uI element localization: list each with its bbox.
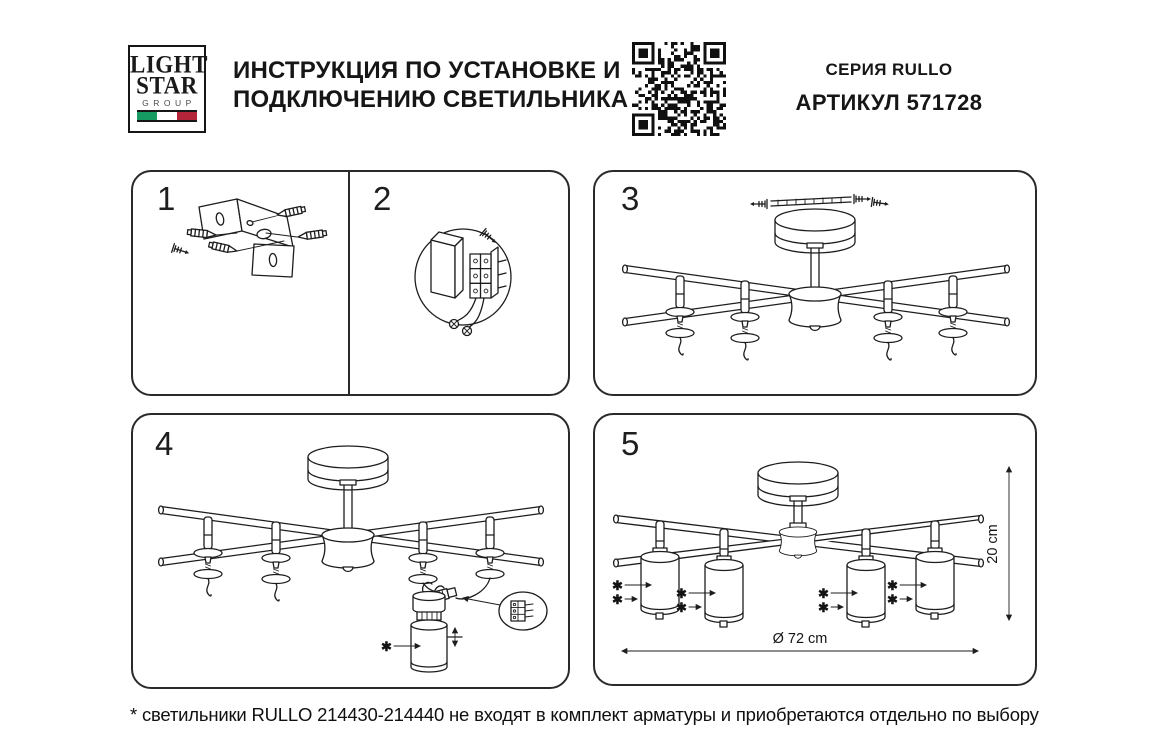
footnote-asterisk: ✱ <box>381 639 392 654</box>
screw-icon <box>172 244 191 258</box>
article-label: АРТИКУЛ 571728 <box>795 90 983 115</box>
svg-text:✱: ✱ <box>612 578 623 593</box>
move-vertical-icon <box>448 628 462 646</box>
fixture-canopy-diagram <box>758 462 838 528</box>
fixture-canopy-diagram <box>308 446 388 535</box>
panel-divider <box>348 172 350 394</box>
fixture-canopy-diagram <box>750 195 889 295</box>
height-dimension-label: 20 cm <box>985 524 1001 564</box>
step-5-number: 5 <box>621 425 640 462</box>
panel-step-5 <box>593 413 1037 686</box>
qr-code <box>630 42 728 136</box>
screw-icon <box>480 229 499 247</box>
screw-icon <box>854 195 871 204</box>
step-3-number: 3 <box>621 180 640 217</box>
diameter-dimension-label: Ø 72 cm <box>772 631 828 647</box>
screw-icon <box>871 198 889 209</box>
step-1-number: 1 <box>157 180 176 217</box>
svg-text:✱: ✱ <box>887 578 898 593</box>
step-4-number: 4 <box>155 425 174 462</box>
series-label: СЕРИЯ RULLO <box>825 60 953 79</box>
italy-flag-icon <box>137 110 197 122</box>
svg-text:✱: ✱ <box>887 592 898 607</box>
logo-word-light: LIGHT <box>130 51 208 78</box>
product-info <box>788 60 990 116</box>
svg-text:✱: ✱ <box>818 586 829 601</box>
screw-icon <box>750 200 767 209</box>
svg-text:✱: ✱ <box>676 586 687 601</box>
logo-word-star: STAR <box>136 72 198 99</box>
panel-step-3 <box>593 170 1037 396</box>
panel-step-1-2 <box>131 170 570 396</box>
page-title <box>233 56 628 114</box>
svg-text:✱: ✱ <box>676 600 687 615</box>
wiring-detail-diagram <box>415 229 511 336</box>
footnote: * светильники RULLO 214430-214440 не входят в комплект арматуры и приобретаются отдельно по выбору <box>130 704 1039 725</box>
title-line-2: ПОДКЛЮЧЕНИЮ СВЕТИЛЬНИКА <box>233 86 629 113</box>
lamp-connection-diagram <box>381 578 547 672</box>
mounting-bracket-diagram <box>172 199 327 277</box>
svg-text:✱: ✱ <box>818 600 829 615</box>
lightstar-logo <box>128 45 206 133</box>
title-line-1: ИНСТРУКЦИЯ ПО УСТАНОВКЕ И <box>233 57 621 84</box>
svg-text:✱: ✱ <box>612 592 623 607</box>
step-2-number: 2 <box>373 180 392 217</box>
logo-word-group: GROUP <box>142 98 196 108</box>
panel-step-4 <box>131 413 570 689</box>
